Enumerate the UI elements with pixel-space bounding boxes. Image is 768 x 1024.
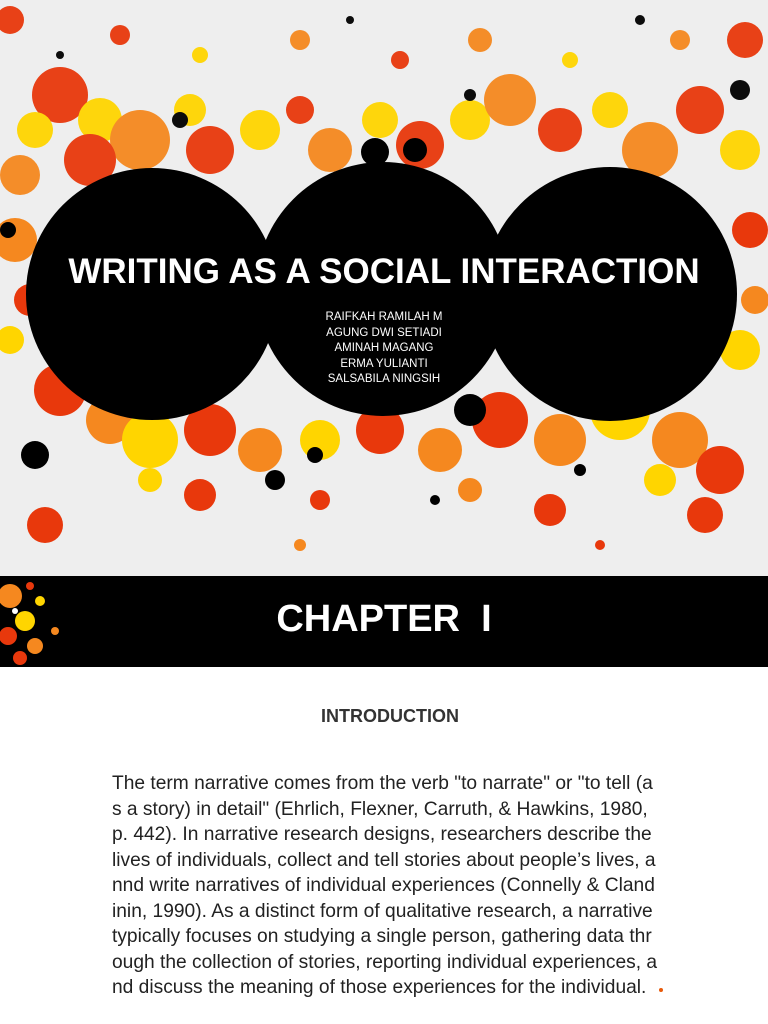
chapter-title: CHAPTER I bbox=[276, 598, 492, 640]
paragraph-line: ough the collection of stories, reporting individual experiences, a bbox=[112, 951, 658, 973]
paragraph-line: nnd write narratives of individual experiences (Connelly & Cland bbox=[112, 875, 655, 896]
paragraph-line: p. 442). In narrative research designs, researchers describe the bbox=[112, 824, 652, 845]
author-name: RAIFKAH RAMILAH M bbox=[325, 311, 443, 323]
paragraph-line: typically focuses on studying a single person, gathering data thr bbox=[112, 926, 652, 947]
chapter-banner bbox=[0, 576, 768, 667]
paragraph-line: s a story) in detail" (Ehrlich, Flexner, Carruth, & Hawkins, 1980, bbox=[112, 798, 648, 820]
paragraph-line: inin, 1990). As a distinct form of qualitative research, a narrative bbox=[112, 900, 653, 922]
paragraph-line: lives of individuals, collect and tell stories about people’s lives, a bbox=[112, 849, 656, 871]
orange-dot-decoration bbox=[659, 988, 663, 992]
author-name: AGUNG DWI SETIADI bbox=[326, 326, 442, 339]
introduction-paragraph bbox=[112, 771, 724, 1001]
paragraph-line: nd discuss the meaning of those experiences for the individual. bbox=[112, 977, 647, 998]
section-heading: INTRODUCTION bbox=[321, 706, 459, 726]
author-name: AMINAH MAGANG bbox=[334, 342, 434, 354]
author-list bbox=[284, 310, 484, 388]
author-name: ERMA YULIANTI bbox=[340, 357, 428, 370]
presentation-title: WRITING AS A SOCIAL INTERACTION bbox=[68, 252, 700, 291]
author-name: SALSABILA NINGSIH bbox=[327, 373, 441, 385]
paragraph-line: The term narrative comes from the verb "to narrate" or "to tell (a bbox=[112, 773, 653, 794]
